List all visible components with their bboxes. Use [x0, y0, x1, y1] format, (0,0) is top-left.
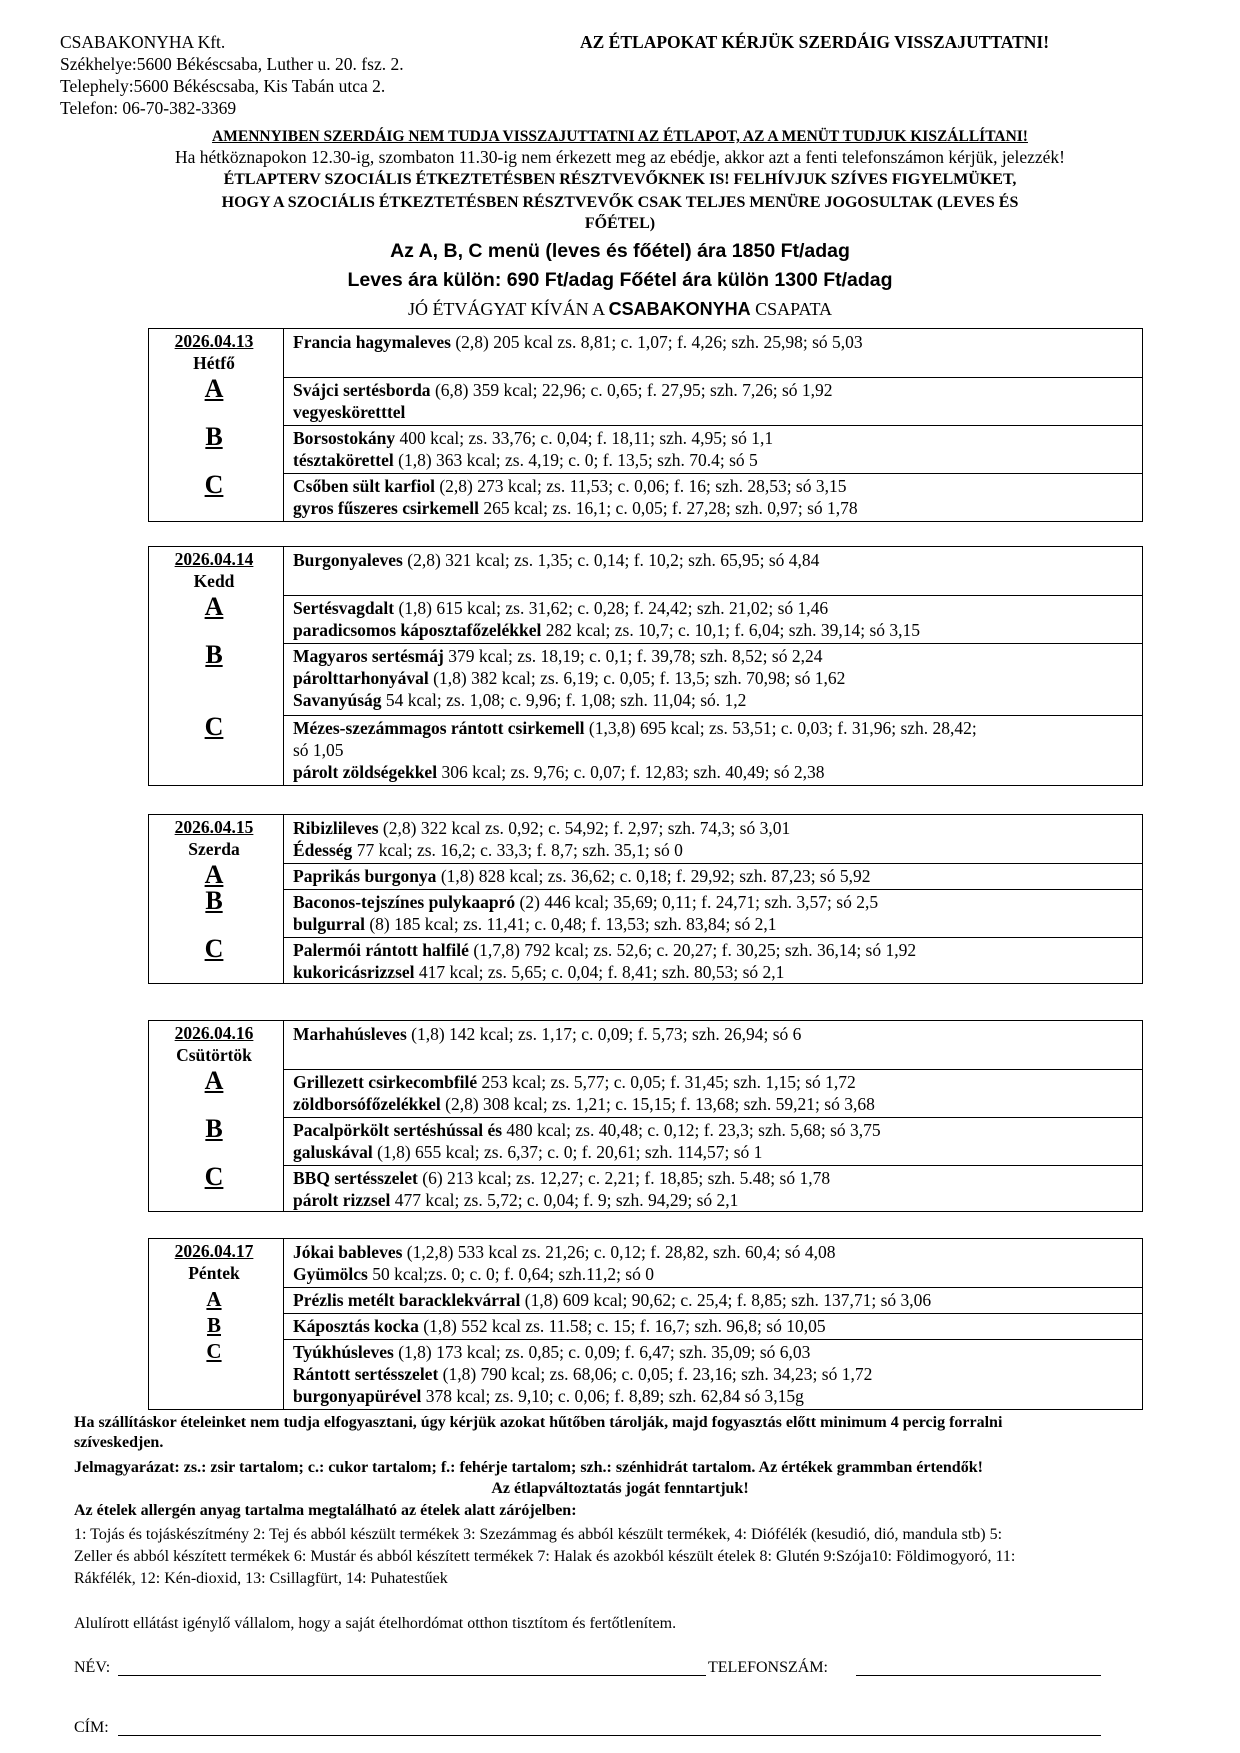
- day-table: [148, 1020, 1143, 1212]
- wish-pre: JÓ ÉTVÁGYAT KÍVÁN A: [407, 299, 609, 319]
- menu-option-b: [149, 640, 1142, 715]
- menu-dish-line: [293, 739, 1136, 761]
- soup-item: [293, 817, 1136, 839]
- day-date: 2026.04.14: [174, 549, 254, 569]
- company-site: Telephely:5600 Békéscsaba, Kis Tabán utca 2.: [60, 76, 386, 96]
- dish-name: Jókai bableves: [293, 1242, 403, 1262]
- dish-nutrition: (1,8) 609 kcal; 90,62; c. 25,4; f. 8,85; szh. 137,71; só 3,06: [520, 1290, 932, 1310]
- menu-option-a: [149, 592, 1142, 643]
- menu-dish-line: [293, 1093, 1136, 1115]
- menu-dish-line: [293, 475, 1136, 497]
- menu-dish-line: [293, 939, 1136, 961]
- dish-nutrition: (1,3,8) 695 kcal; zs. 53,51; c. 0,03; f. 31,96; szh. 28,42;: [584, 718, 977, 738]
- soup-item: [293, 1263, 1136, 1285]
- menu-letter: B: [205, 1114, 223, 1143]
- pledge-text: Alulírott ellátást igénylő vállalom, hogy a saját ételhordómat otthon tisztítom és fertőtlenítem.: [74, 1615, 677, 1632]
- dish-nutrition: (2,8) 205 kcal zs. 8,81; c. 1,07; f. 4,26; szh. 25,98; só 5,03: [450, 332, 863, 352]
- menu-letter: A: [204, 860, 224, 889]
- menu-option-c: [149, 470, 1142, 523]
- menu-dish-line: [293, 1141, 1136, 1163]
- menu-dish-line: [293, 1119, 1136, 1141]
- dish-nutrition: (1,8) 790 kcal; zs. 68,06; c. 0,05; f. 23,16; szh. 34,23; só 1,72: [438, 1364, 873, 1384]
- day-name: Péntek: [188, 1263, 240, 1283]
- soup-item: [293, 1241, 1136, 1263]
- dish-nutrition: (2,8) 322 kcal zs. 0,92; c. 54,92; f. 2,97; szh. 74,3; só 3,01: [378, 818, 791, 838]
- lunch-note: Ha hétköznapokon 12.30-ig, szombaton 11.30-ig nem érkezett meg az ebédje, akkor azt a fenti telefonszámon kérjük, jelezzék!: [174, 147, 1066, 167]
- dish-nutrition: (1,8) 828 kcal; zs. 36,62; c. 0,18; f. 29,92; szh. 87,23; só 5,92: [436, 866, 871, 886]
- dish-name: Mézes-szezámmagos rántott csirkemell: [293, 718, 585, 738]
- dish-nutrition: (1,8) 655 kcal; zs. 6,37; c. 0; f. 20,61; szh. 114,57; só 1: [372, 1142, 763, 1162]
- dish-name: Borsostokány: [293, 428, 396, 448]
- social-note-1: ÉTLAPTERV SZOCIÁLIS ÉTKEZTETÉSBEN RÉSZTVEVŐKNEK IS! FELHÍVJUK SZÍVES FIGYELMÜKET,: [223, 171, 1017, 188]
- dish-name: BBQ sertésszelet: [293, 1168, 418, 1188]
- wish-brand: CSABAKONYHA: [608, 299, 751, 319]
- menu-dish-line: [293, 1167, 1136, 1189]
- dish-name: párolt zöldségekkel: [293, 762, 438, 782]
- address-field[interactable]: [118, 1735, 1101, 1736]
- soup-row: [149, 815, 1142, 863]
- day-name: Hétfő: [193, 353, 235, 373]
- day-date: 2026.04.17: [174, 1241, 254, 1261]
- menu-letter: C: [204, 1162, 224, 1191]
- soup-row: [149, 1021, 1142, 1069]
- menu-letter: A: [204, 1066, 224, 1095]
- reserve-note: Az étlapváltoztatás jogát fenntartjuk!: [491, 1480, 749, 1497]
- dish-name: bulgurral: [293, 914, 365, 934]
- dish-name: zöldborsófőzelékkel: [293, 1094, 441, 1114]
- menu-dish-line: [293, 667, 1136, 689]
- menu-dish-line: [293, 427, 1136, 449]
- day-table: [148, 328, 1143, 522]
- dish-name: Pacalpörkölt sertéshússal és: [293, 1120, 503, 1140]
- dish-name: Svájci sertésborda: [293, 380, 431, 400]
- dish-nutrition: (1,7,8) 792 kcal; zs. 52,6; c. 20,27; f. 30,25; szh. 36,14; só 1,92: [468, 940, 917, 960]
- dish-nutrition: só 1,05: [293, 740, 344, 760]
- soup-row: [149, 329, 1142, 377]
- company-name: CSABAKONYHA Kft.: [60, 32, 226, 52]
- menu-letter: A: [204, 592, 224, 621]
- dish-name: tésztakörettel: [293, 450, 394, 470]
- dish-nutrition: 265 kcal; zs. 16,1; c. 0,05; f. 27,28; szh. 0,97; só 1,78: [478, 498, 858, 518]
- menu-dish-line: [293, 619, 1136, 641]
- dish-name: Marhahúsleves: [293, 1024, 407, 1044]
- menu-option-a: [149, 1287, 1142, 1313]
- day-name: Szerda: [188, 839, 240, 859]
- dish-nutrition: 400 kcal; zs. 33,76; c. 0,04; f. 18,11; szh. 4,95; só 1,1: [395, 428, 774, 448]
- dish-name: Csőben sült karfiol: [293, 476, 435, 496]
- soup-row: [149, 547, 1142, 595]
- wish-line: [60, 298, 1180, 320]
- menu-option-b: [149, 422, 1142, 473]
- return-notice: AZ ÉTLAPOKAT KÉRJÜK SZERDÁIG VISSZAJUTTATNI!: [580, 32, 1050, 52]
- dish-nutrition: 378 kcal; zs. 9,10; c. 0,06; f. 8,89; szh. 62,84 só 3,15g: [421, 1386, 804, 1406]
- dish-nutrition: 480 kcal; zs. 40,48; c. 0,12; f. 23,3; szh. 5,68; só 3,75: [502, 1120, 881, 1140]
- phone-label: TELEFONSZÁM:: [708, 1659, 828, 1676]
- menu-letter: A: [206, 1287, 222, 1311]
- dish-name: kukoricásrizzsel: [293, 962, 415, 982]
- menu-option-b: [149, 1313, 1142, 1339]
- dish-nutrition: (1,8) 173 kcal; zs. 0,85; c. 0,09; f. 6,47; szh. 35,09; só 6,03: [393, 1342, 811, 1362]
- menu-option-a: [149, 860, 1142, 889]
- dish-name: Tyúkhúsleves: [293, 1342, 394, 1362]
- name-field[interactable]: [118, 1675, 706, 1676]
- menu-letter: C: [206, 1339, 222, 1363]
- day-name: Csütörtök: [176, 1045, 252, 1065]
- address-label: CÍM:: [74, 1719, 109, 1736]
- menu-dish-line: [293, 1071, 1136, 1093]
- price-separate: Leves ára külön: 690 Ft/adag Főétel ára külön 1300 Ft/adag: [347, 269, 893, 291]
- menu-dish-line: [293, 379, 1136, 401]
- dish-nutrition: (2,8) 308 kcal; zs. 1,21; c. 15,15; f. 13,68; szh. 59,21; só 3,68: [440, 1094, 875, 1114]
- menu-dish-line: [293, 1315, 1136, 1337]
- dish-name: gyros fűszeres csirkemell: [293, 498, 479, 518]
- dish-nutrition: (1,8) 552 kcal zs. 11.58; c. 15; f. 16,7; szh. 96,8; só 10,05: [418, 1316, 826, 1336]
- dish-name: Sertésvagdalt: [293, 598, 395, 618]
- dish-nutrition: 282 kcal; zs. 10,7; c. 10,1; f. 6,04; szh. 39,14; só 3,15: [541, 620, 921, 640]
- day-name: Kedd: [193, 571, 235, 591]
- menu-option-c: [149, 712, 1142, 787]
- dish-name: Magyaros sertésmáj: [293, 646, 444, 666]
- menu-dish-line: [293, 689, 1136, 711]
- dish-nutrition: (8) 185 kcal; zs. 11,41; c. 0,48; f. 13,53; szh. 83,84; só 2,1: [364, 914, 777, 934]
- dish-nutrition: 77 kcal; zs. 16,2; c. 33,3; f. 8,7; szh. 35,1; só 0: [352, 840, 683, 860]
- name-label: NÉV:: [74, 1659, 111, 1676]
- dish-nutrition: (2,8) 273 kcal; zs. 11,53; c. 0,06; f. 16; szh. 28,53; só 3,15: [434, 476, 847, 496]
- day-table: [148, 814, 1143, 984]
- soup-item: [293, 331, 1136, 353]
- warning-line: AMENNYIBEN SZERDÁIG NEM TUDJA VISSZAJUTTATNI AZ ÉTLAPOT, AZ A MENÜT TUDJUK KISZÁLLÍTANI!: [212, 128, 1028, 145]
- allergen-line-2: Zeller és abból készített termékek 6: Mustár és abból készített termékek 7: Halak és azokból készült ételek 8: Glutén 9:Szója10: Földimogyoró, 11:: [74, 1548, 1016, 1565]
- menu-letter: A: [204, 374, 224, 403]
- dish-name: párolt rizzsel: [293, 1190, 391, 1210]
- dish-name: Burgonyaleves: [293, 550, 403, 570]
- day-table: [148, 1238, 1143, 1410]
- social-note-2: HOGY A SZOCIÁLIS ÉTKEZTETÉSBEN RÉSZTVEVŐK CSAK TELJES MENÜRE JOGOSULTAK (LEVES ÉS: [221, 194, 1019, 211]
- menu-option-c: [149, 934, 1142, 985]
- menu-dish-line: [293, 961, 1136, 983]
- menu-dish-line: [293, 449, 1136, 471]
- allergen-line-1: 1: Tojás és tojáskészítmény 2: Tej és abból készült termékek 3: Szezámmag és abból készült termékek, 4: Diófélék (kesudió, dió, mandula stb) 5:: [74, 1526, 1003, 1543]
- legend-note: Jelmagyarázat: zs.: zsir tartalom; c.: cukor tartalom; f.: fehérje tartalom; szh.: szénhidrát tartalom. Az értékek grammban értendők!: [74, 1459, 983, 1476]
- dish-name: Édesség: [293, 840, 353, 860]
- dish-nutrition: 417 kcal; zs. 5,65; c. 0,04; f. 8,41; szh. 80,53; só 2,1: [414, 962, 785, 982]
- menu-option-c: [149, 1162, 1142, 1213]
- dish-name: Ribizlileves: [293, 818, 379, 838]
- dish-nutrition: (1,8) 363 kcal; zs. 4,19; c. 0; f. 13,5; szh. 70.4; só 5: [393, 450, 758, 470]
- soup-item: [293, 549, 1136, 571]
- storage-note: [74, 1413, 1184, 1453]
- dish-name: Savanyúság: [293, 690, 382, 710]
- dish-nutrition: (1,8) 382 kcal; zs. 6,19; c. 0,05; f. 13,5; szh. 70,98; só 1,62: [428, 668, 846, 688]
- soup-row: [149, 1239, 1142, 1287]
- menu-option-b: [149, 1114, 1142, 1165]
- dish-name: vegyesköretttel: [293, 402, 406, 422]
- menu-letter: B: [206, 1313, 221, 1337]
- menu-letter: B: [205, 886, 223, 915]
- menu-dish-line: [293, 1189, 1136, 1211]
- dish-name: galuskával: [293, 1142, 373, 1162]
- day-table: [148, 546, 1143, 786]
- storage-note-2: szíveskedjen.: [74, 1434, 164, 1451]
- dish-name: Gyümölcs: [293, 1264, 368, 1284]
- menu-letter: C: [204, 934, 224, 963]
- dish-name: Paprikás burgonya: [293, 866, 437, 886]
- menu-letter: C: [204, 712, 224, 741]
- menu-letter: B: [205, 640, 223, 669]
- allergen-list: [74, 1524, 1194, 1590]
- dish-nutrition: 379 kcal; zs. 18,19; c. 0,1; f. 39,78; szh. 8,52; só 2,24: [443, 646, 823, 666]
- dish-name: párolttarhonyával: [293, 668, 429, 688]
- dish-name: Baconos-tejszínes pulykaapró: [293, 892, 516, 912]
- day-date: 2026.04.16: [174, 1023, 254, 1043]
- allergen-title: Az ételek allergén anyag tartalma megtalálható az ételek alatt zárójelben:: [74, 1502, 577, 1519]
- dish-nutrition: (2) 446 kcal; 35,69; 0,11; f. 24,71; szh. 3,57; só 2,5: [515, 892, 879, 912]
- wish-post: CSAPATA: [750, 299, 833, 319]
- dish-name: Prézlis metélt baracklekvárral: [293, 1290, 521, 1310]
- menu-dish-line: [293, 891, 1136, 913]
- menu-option-c: [149, 1339, 1142, 1411]
- dish-name: Grillezett csirkecombfilé: [293, 1072, 478, 1092]
- dish-name: Káposztás kocka: [293, 1316, 419, 1336]
- dish-name: burgonyapürével: [293, 1386, 422, 1406]
- menu-dish-line: [293, 597, 1136, 619]
- dish-nutrition: 306 kcal; zs. 9,76; c. 0,07; f. 12,83; szh. 40,49; só 2,38: [437, 762, 825, 782]
- menu-dish-line: [293, 761, 1136, 783]
- dish-nutrition: (1,2,8) 533 kcal zs. 21,26; c. 0,12; f. 28,82, szh. 60,4; só 4,08: [402, 1242, 836, 1262]
- storage-note-1: Ha szállításkor ételeinket nem tudja elfogyasztani, úgy kérjük azokat hűtőben tárolják, majd fogyasztás előtt minimum 4 percig forralni: [74, 1414, 1003, 1431]
- dish-nutrition: (6,8) 359 kcal; 22,96; c. 0,65; f. 27,95; szh. 7,26; só 1,92: [430, 380, 833, 400]
- company-phone: Telefon: 06-70-382-3369: [60, 98, 237, 118]
- dish-nutrition: 54 kcal; zs. 1,08; c. 9,96; f. 1,08; szh. 11,04; só. 1,2: [381, 690, 747, 710]
- menu-dish-line: [293, 645, 1136, 667]
- menu-dish-line: [293, 497, 1136, 519]
- menu-dish-line: [293, 913, 1136, 935]
- dish-name: Francia hagymaleves: [293, 332, 451, 352]
- dish-nutrition: (1,8) 615 kcal; zs. 31,62; c. 0,28; f. 24,42; szh. 21,02; só 1,46: [394, 598, 829, 618]
- allergen-line-3: Rákfélék, 12: Kén-dioxid, 13: Csillagfürt, 14: Puhatestűek: [74, 1570, 448, 1587]
- dish-nutrition: (2,8) 321 kcal; zs. 1,35; c. 0,14; f. 10,2; szh. 65,95; só 4,84: [402, 550, 820, 570]
- company-hq: Székhelye:5600 Békéscsaba, Luther u. 20. fsz. 2.: [60, 54, 404, 74]
- soup-item: [293, 1023, 1136, 1045]
- menu-option-a: [149, 1066, 1142, 1117]
- menu-option-a: [149, 374, 1142, 425]
- menu-dish-line: [293, 717, 1136, 739]
- dish-name: Palermói rántott halfilé: [293, 940, 469, 960]
- menu-dish-line: [293, 1385, 1136, 1407]
- social-note-3: FŐÉTEL): [584, 215, 656, 232]
- day-date: 2026.04.15: [174, 817, 254, 837]
- menu-letter: B: [205, 422, 223, 451]
- day-date: 2026.04.13: [174, 331, 254, 351]
- menu-dish-line: [293, 865, 1136, 887]
- soup-item: [293, 839, 1136, 861]
- dish-nutrition: 50 kcal;zs. 0; c. 0; f. 0,64; szh.11,2; só 0: [367, 1264, 654, 1284]
- dish-nutrition: 253 kcal; zs. 5,77; c. 0,05; f. 31,45; szh. 1,15; só 1,72: [477, 1072, 856, 1092]
- menu-dish-line: [293, 1341, 1136, 1363]
- menu-letter: C: [204, 470, 224, 499]
- menu-option-b: [149, 886, 1142, 937]
- menu-dish-line: [293, 1289, 1136, 1311]
- price-menu: Az A, B, C menü (leves és főétel) ára 1850 Ft/adag: [390, 240, 850, 262]
- dish-name: Rántott sertésszelet: [293, 1364, 439, 1384]
- menu-dish-line: [293, 1363, 1136, 1385]
- dish-nutrition: (1,8) 142 kcal; zs. 1,17; c. 0,09; f. 5,73; szh. 26,94; só 6: [406, 1024, 802, 1044]
- dish-name: paradicsomos káposztafőzelékkel: [293, 620, 542, 640]
- dish-nutrition: 477 kcal; zs. 5,72; c. 0,04; f. 9; szh. 94,29; só 2,1: [390, 1190, 739, 1210]
- phone-field[interactable]: [856, 1675, 1101, 1676]
- menu-dish-line: [293, 401, 1136, 423]
- dish-nutrition: (6) 213 kcal; zs. 12,27; c. 2,21; f. 18,85; szh. 5.48; só 1,78: [417, 1168, 831, 1188]
